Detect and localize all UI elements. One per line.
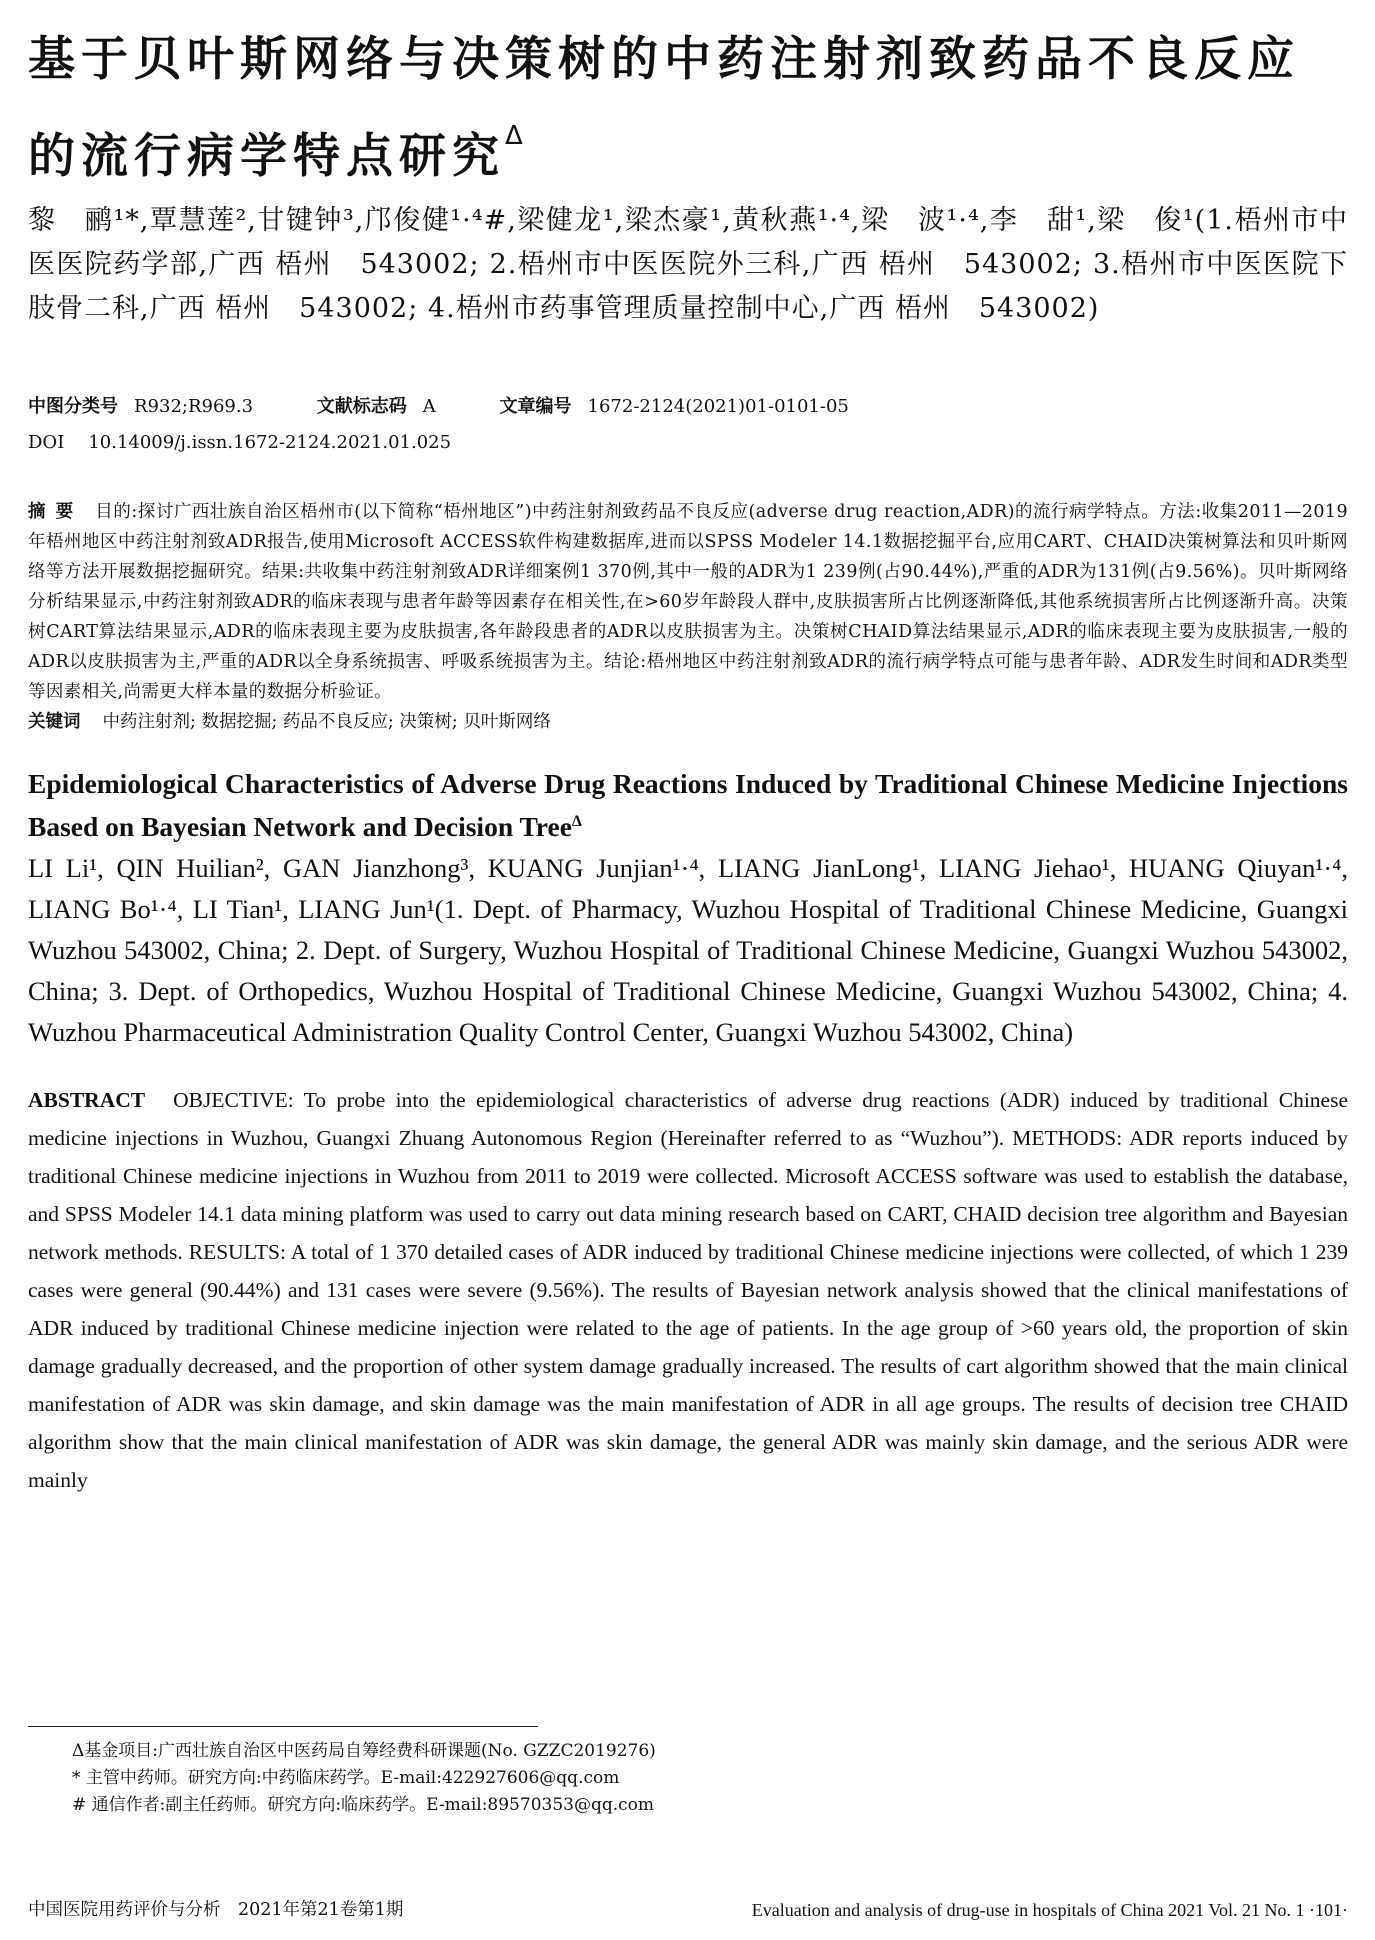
metadata-row-2 — [28, 425, 1348, 461]
footnote-corresponding-author: # 通信作者:副主任药师。研究方向:临床药学。E-mail:89570353@qq.com — [72, 1795, 655, 1815]
english-title-fund-mark: Δ — [571, 813, 582, 830]
chinese-abstract-text: 目的:探讨广西壮族自治区梧州市(以下简称“梧州地区”)中药注射剂致药品不良反应(adverse drug reaction,ADR)的流行病学特点。方法:收集2011—2019年梧州地区中药注射剂致ADR报告,使用Microsoft ACCESS软件构建数据库,进而以SPSS Modeler 14.1数据挖掘平台,应用CART、CHAID决策树算法和贝叶斯网络等方法开展数据挖掘研究。结果:共收集中药注射剂致ADR详细案例1 370例,其中一般的ADR为1 239例(占90.44%),严重的ADR为131例(占9.56%)。贝叶斯网络分析结果显示,中药注射剂致ADR的临床表现与患者年龄等因素存在相关性,在>60岁年龄段人群中,皮肤损害所占比例逐渐降低,其他系统损害所占比例逐渐升高。决策树CART算法结果显示,ADR的临床表现主要为皮肤损害,各年龄段患者的ADR以皮肤损害为主。决策树CHAID算法结果显示,ADR的临床表现主要为皮肤损害,一般的ADR以皮肤损害为主,严重的ADR以全身系统损害、呼吸系统损害为主。结论:梧州地区中药注射剂致ADR的流行病学特点可能与患者年龄、ADR发生时间和ADR类型等因素相关,尚需更大样本量的数据分析验证。 — [28, 502, 1349, 702]
doi-label: DOI — [28, 432, 65, 453]
chinese-title-fund-mark: Δ — [505, 121, 523, 151]
chinese-authors-affiliations: 黎 鹂¹*,覃慧莲²,甘键钟³,邝俊健¹·⁴#,梁健龙¹,梁杰豪¹,黄秋燕¹·⁴,梁 波¹·⁴,李 甜¹,梁 俊¹(1.梧州市中医医院药学部,广西 梧州 543002; 2.梧州市中医医院外三科,广西 梧州 543002; 3.梧州市中医医院下肢骨二科,广西 梧州 543002; 4.梧州市药事管理质量控制中心,广西 梧州 543002) — [28, 205, 1348, 324]
clc-value: R932;R969.3 — [134, 396, 254, 417]
chinese-title — [28, 22, 1348, 195]
chinese-abstract-label: 摘要 — [28, 502, 84, 522]
chinese-keywords-text: 中药注射剂; 数据挖掘; 药品不良反应; 决策树; 贝叶斯网络 — [102, 712, 551, 732]
english-abstract-label: ABSTRACT — [28, 1088, 146, 1113]
article-metadata — [28, 389, 1348, 461]
english-title-text: Epidemiological Characteristics of Adverse Drug Reactions Induced by Traditional Chinese Medicine Injections Based on Bayesian Network and Decision Tree — [28, 768, 1348, 843]
footnote-fund: Δ基金项目:广西壮族自治区中医药局自筹经费科研课题(No. GZZC2019276) — [72, 1741, 656, 1761]
document-code — [317, 389, 436, 425]
english-abstract — [28, 1081, 1348, 1499]
document-code-label: 文献标志码 — [316, 396, 407, 417]
english-authors-affiliations: LI Li¹, QIN Huilian², GAN Jianzhong³, KUANG Junjian¹·⁴, LIANG JianLong¹, LIANG Jiehao¹, HUANG Qiuyan¹·⁴, LIANG Bo¹·⁴, LI Tian¹, LIANG Jun¹(1. Dept. of Pharmacy, Wuzhou Hospital of Traditional Chinese Medicine, Guangxi Wuzhou 543002, China; 2. Dept. of Surgery, Wuzhou Hospital of Traditional Chinese Medicine, Guangxi Wuzhou 543002, China; 3. Dept. of Orthopedics, Wuzhou Hospital of Traditional Chinese Medicine, Guangxi Wuzhou 543002, China; 4. Wuzhou Pharmaceutical Administration Quality Control Center, Guangxi Wuzhou 543002, China) — [28, 853, 1348, 1048]
paper-page — [28, 22, 1348, 1499]
article-number — [500, 389, 849, 425]
metadata-row-1 — [28, 389, 1348, 425]
chinese-keywords — [28, 707, 1348, 737]
footnotes — [72, 1738, 1272, 1819]
footer-journal-cn: 中国医院用药评价与分析 2021年第21卷第1期 — [28, 1900, 404, 1920]
footnote-divider — [28, 1726, 538, 1727]
footnote-first-author: * 主管中药师。研究方向:中药临床药学。E-mail:422927606@qq.com — [72, 1768, 620, 1788]
document-code-value: A — [422, 396, 436, 417]
chinese-title-text: 基于贝叶斯网络与决策树的中药注射剂致药品不良反应的流行病学特点研究 — [28, 32, 1300, 184]
clc-label: 中图分类号 — [28, 396, 118, 417]
article-number-value: 1672-2124(2021)01-0101-05 — [587, 396, 849, 417]
chinese-keywords-label: 关键词 — [28, 712, 81, 732]
footer-journal-en: Evaluation and analysis of drug-use in hospitals of China 2021 Vol. 21 No. 1 ·101· — [751, 1900, 1348, 1920]
clc-number — [28, 389, 253, 425]
english-title — [28, 765, 1348, 846]
english-abstract-text: OBJECTIVE: To probe into the epidemiological characteristics of adverse drug reactions (ADR) induced by traditional Chinese medicine injections in Wuzhou, Guangxi Zhuang Autonomous Region (Hereinafter referred to as “Wuzhou”). METHODS: ADR reports induced by traditional Chinese medicine injections in Wuzhou from 2011 to 2019 were collected. Microsoft ACCESS software was used to establish the database, and SPSS Modeler 14.1 data mining platform was used to carry out data mining research based on CART, CHAID decision tree algorithm and Bayesian network methods. RESULTS: A total of 1 370 detailed cases of ADR induced by traditional Chinese medicine injections were collected, of which 1 239 cases were general (90.44%) and 131 cases were severe (9.56%). The results of Bayesian network analysis showed that the clinical manifestations of ADR induced by traditional Chinese medicine injection were related to the age of patients. In the age group of >60 years old, the proportion of skin damage gradually decreased, and the proportion of other system damage gradually increased. The results of cart algorithm showed that the main clinical manifestation of ADR was skin damage, and skin damage was the main manifestation of ADR in all age groups. The results of decision tree CHAID algorithm show that the main clinical manifestation of ADR was skin damage, the general ADR was mainly skin damage, and the serious ADR were mainly — [28, 1088, 1348, 1493]
chinese-abstract — [28, 497, 1348, 707]
article-number-label: 文章编号 — [499, 396, 572, 417]
doi-value[interactable]: 10.14009/j.issn.1672-2124.2021.01.025 — [88, 432, 452, 453]
